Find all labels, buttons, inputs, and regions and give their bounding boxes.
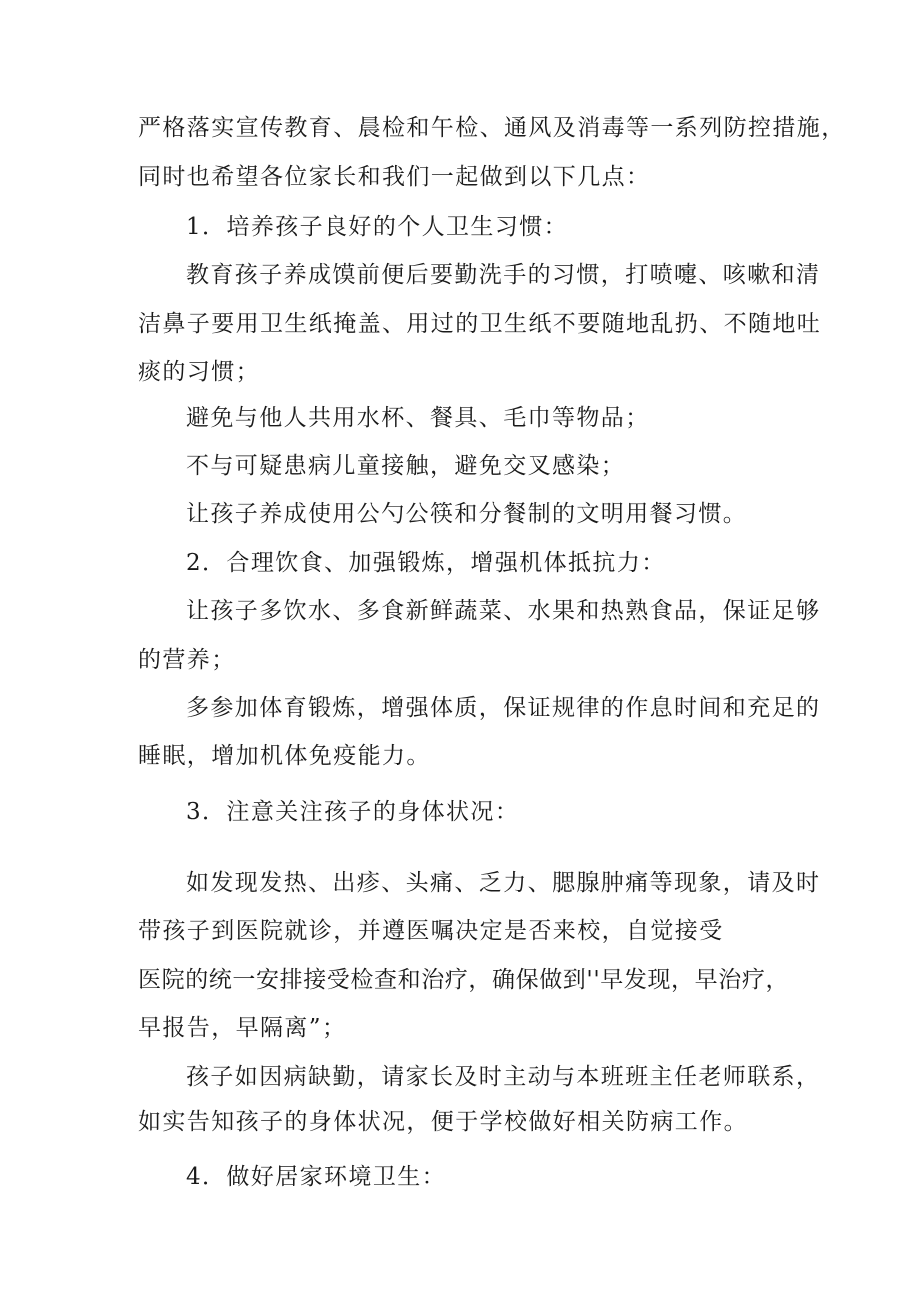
text-line: 如发现发热、出疹、头痛、乏力、腮腺肿痛等现象，请及时 bbox=[186, 870, 821, 896]
text-line: 的营养； bbox=[138, 647, 236, 673]
text-line: 带孩子到医院就诊，并遵医嘱决定是否来校，自觉接受 bbox=[138, 918, 724, 944]
text-line: 孩子如因病缺勤，请家长及时主动与本班班主任老师联系， bbox=[186, 1064, 821, 1090]
text-line: 避免与他人共用水杯、餐具、毛巾等物品； bbox=[186, 405, 650, 431]
section-heading-4: 4．做好居家环境卫生： bbox=[186, 1164, 447, 1190]
text-line: 让孩子多饮水、多食新鲜蔬菜、水果和热熟食品，保证足够 bbox=[186, 598, 821, 624]
text-line: 严格落实宣传教育、晨检和午检、通风及消毒等一系列防控措施， bbox=[138, 115, 846, 141]
text-line: 同时也希望各位家长和我们一起做到以下几点： bbox=[138, 164, 651, 190]
section-heading-2: 2．合理饮食、加强锻炼，增强机体抵抗力： bbox=[186, 550, 666, 576]
text-line: 早报告，早隔离”； bbox=[138, 1015, 347, 1041]
text-line: 洁鼻子要用卫生纸掩盖、用过的卫生纸不要随地乱扔、不随地吐 bbox=[138, 311, 822, 337]
text-line: 不与可疑患病儿童接触，避免交叉感染； bbox=[186, 453, 626, 479]
text-line: 教育孩子养成馍前便后要勤洗手的习惯，打喷嚏、咳嗽和清 bbox=[186, 262, 821, 288]
section-heading-1: 1．培养孩子良好的个人卫生习惯： bbox=[186, 214, 569, 240]
text-line: 如实告知孩子的身体状况，便于学校做好相关防病工作。 bbox=[138, 1109, 748, 1135]
text-line: 痰的习惯； bbox=[138, 359, 260, 385]
text-line: 医院的统一安排接受检查和治疗，确保做到''早发现，早治疗， bbox=[138, 967, 790, 993]
text-line: 多参加体育锻炼，增强体质，保证规律的作息时间和充足的 bbox=[186, 695, 821, 721]
text-line: 让孩子养成使用公勺公筷和分餐制的文明用餐习惯。 bbox=[186, 501, 748, 527]
text-line: 睡眠，增加机体免疫能力。 bbox=[138, 743, 431, 769]
section-heading-3: 3．注意关注孩子的身体状况： bbox=[186, 799, 520, 825]
